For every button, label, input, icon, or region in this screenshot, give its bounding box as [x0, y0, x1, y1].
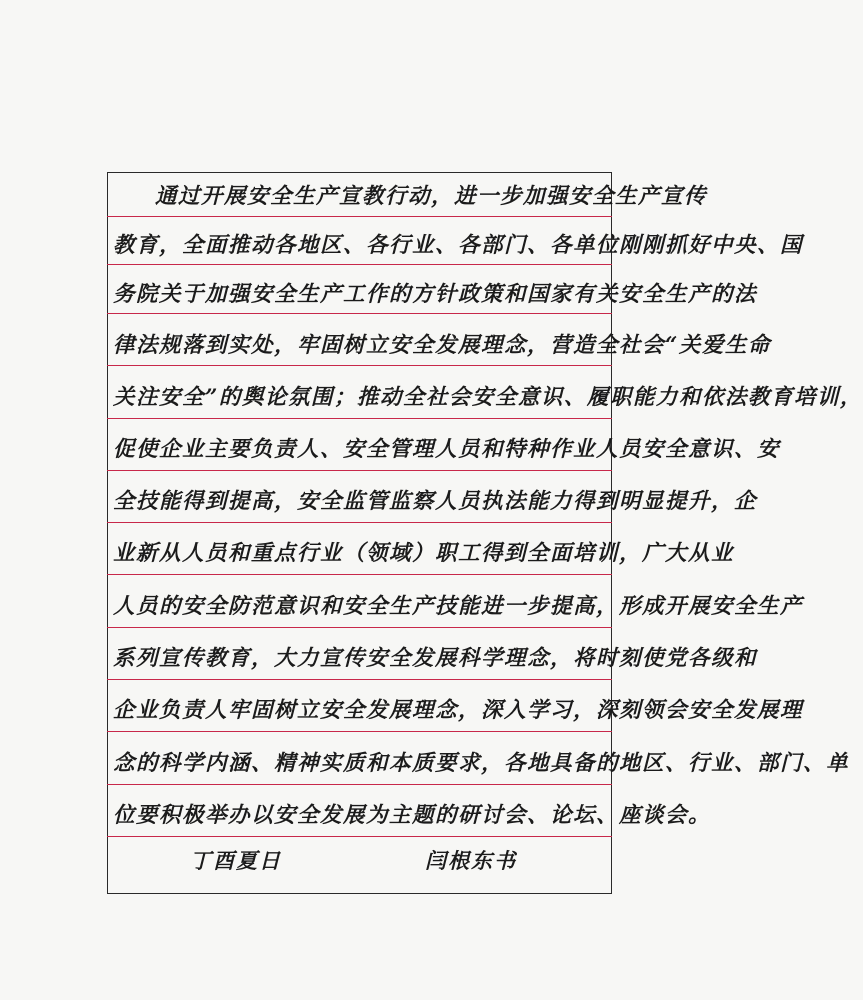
text-line-5 — [107, 376, 863, 420]
text-line-12 — [107, 742, 850, 786]
text-line-5-content: 关注安全”的舆论氛围；推动全社会安全意识、履职能力和依法教育培训， — [113, 385, 863, 410]
text-line-7-content: 全技能得到提高，安全监管监察人员执法能力得到明显提升，企 — [113, 489, 758, 514]
date-signature: 丁酉夏日 — [190, 848, 282, 873]
text-line-2-content: 教育，全面推动各地区、各行业、各部门、各单位刚刚抓好中央、国 — [113, 233, 804, 258]
text-line-4-content: 律法规落到实处，牢固树立安全发展理念，营造全社会“关爱生命 — [113, 333, 771, 358]
text-line-3 — [107, 273, 758, 317]
text-line-12-content: 念的科学内涵、精神实质和本质要求，各地具备的地区、行业、部门、单 — [113, 751, 850, 776]
text-line-11 — [107, 689, 804, 733]
text-line-8-content: 业新从人员和重点行业（领域）职工得到全面培训，广大从业 — [113, 541, 735, 566]
text-line-1: 通过开展安全生产宣教行动，进一步加强安全生产宣传 — [155, 184, 708, 209]
text-line-10 — [107, 637, 758, 681]
text-line-10-content: 系列宣传教育，大力宣传安全发展科学理念，将时刻使党各级和 — [113, 646, 758, 671]
text-line-11-content: 企业负责人牢固树立安全发展理念，深入学习，深刻领会安全发展理 — [113, 698, 804, 723]
text-line-4 — [107, 324, 771, 368]
text-line-3-content: 务院关于加强安全生产工作的方针政策和国家有关安全生产的法 — [113, 282, 758, 307]
text-line-6-content: 促使企业主要负责人、安全管理人员和特种作业人员安全意识、安 — [113, 437, 781, 462]
text-line-2 — [107, 224, 804, 268]
text-line-6 — [107, 428, 781, 472]
author-signature: 闫根东书 — [425, 848, 517, 873]
text-line-7 — [107, 480, 758, 524]
text-line-13-content: 位要积极举办以安全发展为主题的研讨会、论坛、座谈会。 — [113, 803, 712, 828]
text-line-9 — [107, 585, 804, 629]
text-line-13 — [107, 794, 712, 838]
text-line-9-content: 人员的安全防范意识和安全生产技能进一步提高，形成开展安全生产 — [113, 594, 804, 619]
text-line-8 — [107, 532, 735, 576]
